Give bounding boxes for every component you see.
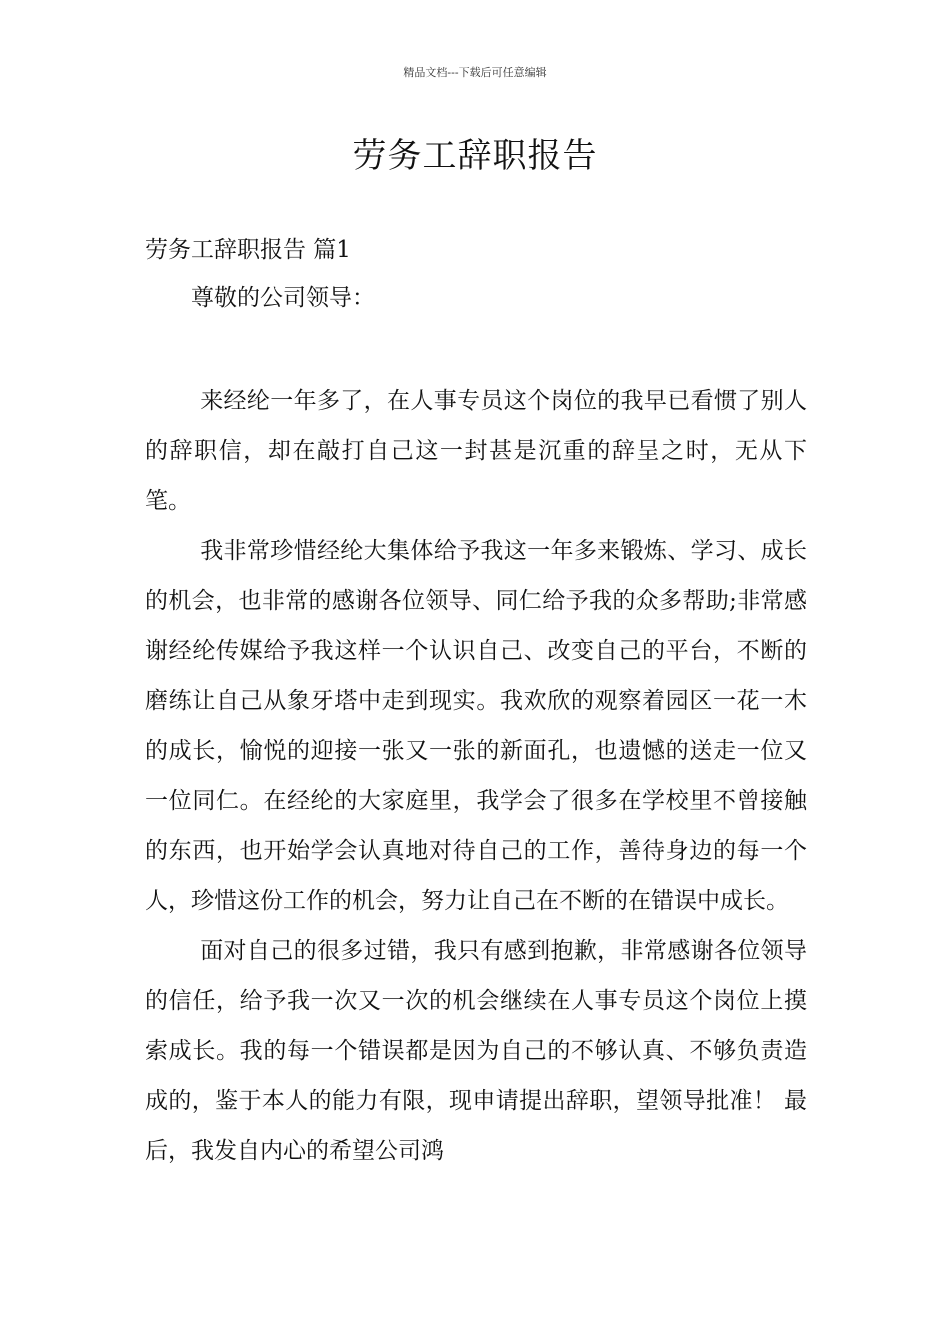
header-note: 精品文档---下载后可任意编辑 [403,66,547,79]
document-title: 劳务工辞职报告 [352,136,598,176]
section-heading: 劳务工辞职报告 篇1 [145,237,351,263]
paragraph-2: 我非常珍惜经纶大集体给予我这一年多来锻炼、学习、成长的机会，也非常的感谢各位领导、同仁给予我的众多帮助;非常感谢经纶传媒给予我这样一个认识自己、改变自己的平台，不断的磨练让自己从象牙塔中走到现实。我欢欣的观察着园区一花一木的成长，愉悦的迎接一张又一张的新面孔，也遗憾的送走一位又一位同仁。在经纶的大家庭里，我学会了很多在学校里不曾接触的东西，也开始学会认真地对待自己的工作，善待身边的每一个人，珍惜这份工作的机会，努力让自己在不断的在错误中成长。 [145,538,807,914]
paragraph-1: 来经纶一年多了，在人事专员这个岗位的我早已看惯了别人的辞职信，却在敲打自己这一封甚是沉重的辞呈之时，无从下笔。 [145,388,807,514]
paragraph-3: 面对自己的很多过错，我只有感到抱歉，非常感谢各位领导的信任，给予我一次又一次的机会继续在人事专员这个岗位上摸索成长。我的每一个错误都是因为自己的不够认真、不够负责造成的，鉴于本人的能力有限，现申请提出辞职，望领导批准！ 最后，我发自内心的希望公司鸿 [145,938,807,1164]
document-body [145,232,807,1176]
salutation: 尊敬的公司领导： [191,285,375,311]
